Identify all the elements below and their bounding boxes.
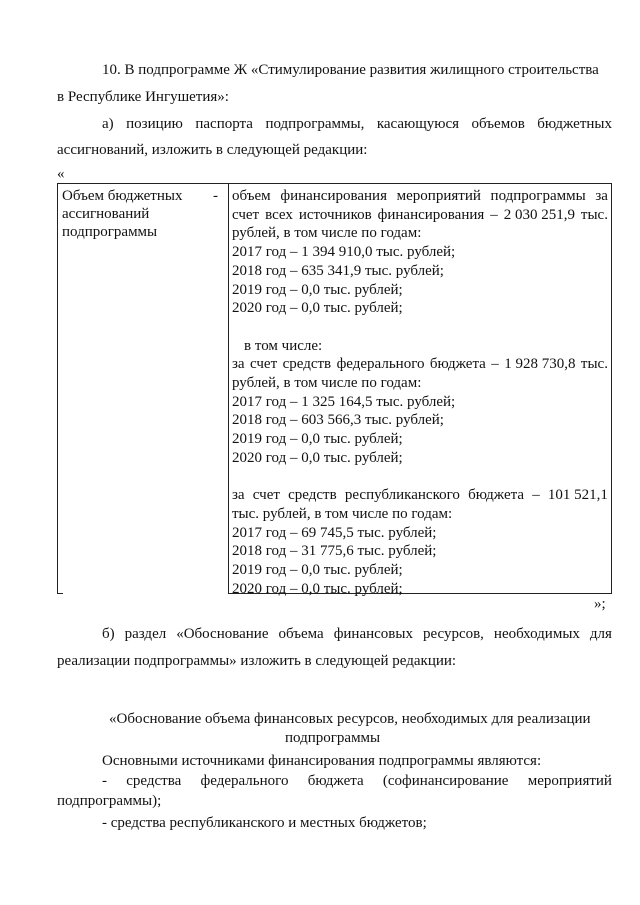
item-b-line-1: б) раздел «Обоснование объема финансовых ресурсов, необходимых для [102, 626, 612, 642]
year-line: 2020 год – 0,0 тыс. рублей; [232, 300, 403, 317]
intro-line-2: в Республике Ингушетия»: [57, 89, 229, 105]
year-line: 2017 год – 1 394 910,0 тыс. рублей; [232, 244, 456, 261]
section-list-item: - средства республиканского и местных бюджетов; [102, 815, 427, 831]
content-line: объем финансирования мероприятий подпрограммы за [232, 188, 608, 204]
opening-quote: « [57, 166, 65, 182]
content-line: тыс. рублей, в том числе по годам: [232, 505, 453, 522]
content-line: рублей, в том числе по годам: [232, 225, 422, 242]
section-title-line-2: подпрограммы [285, 730, 381, 746]
section-list-item-line-1: - средства федерального бюджета (софинансирование мероприятий [102, 773, 612, 789]
section-title-line-1: «Обоснование объема финансовых ресурсов, необходимых для реализации [109, 711, 591, 727]
year-line: 2019 год – 0,0 тыс. рублей; [232, 281, 403, 298]
table-content-cell [232, 187, 608, 598]
year-line: 2017 год – 69 745,5 тыс. рублей; [232, 524, 437, 541]
label-line: Объем бюджетных [62, 188, 183, 204]
item-a-line-2: ассигнований, изложить в следующей редакции: [57, 142, 368, 158]
table-border-right [611, 183, 612, 594]
year-line: 2018 год – 635 341,9 тыс. рублей; [232, 262, 444, 279]
table-border-inner [228, 183, 229, 594]
content-line: в том числе: [244, 337, 323, 354]
content-line: за счет средств республиканского бюджета – 101 521,1 [232, 487, 608, 504]
table-dash: - [213, 188, 218, 204]
content-line: за счет средств федерального бюджета – 1 928 730,8 тыс. [232, 356, 608, 373]
section-list-item-line-2: подпрограммы); [57, 793, 162, 809]
table-border-bottom-left [57, 593, 63, 594]
intro-line-1: 10. В подпрограмме Ж «Стимулирование развития жилищного строительства [102, 62, 599, 78]
label-line: подпрограммы [62, 224, 158, 240]
year-line: 2019 год – 0,0 тыс. рублей; [232, 562, 403, 579]
table-border-left [57, 183, 58, 594]
label-line: ассигнований [62, 206, 150, 222]
content-line: рублей, в том числе по годам: [232, 375, 422, 392]
item-a-line-1: а) позицию паспорта подпрограммы, касающуюся объемов бюджетных [102, 116, 612, 132]
section-paragraph: Основными источниками финансирования подпрограммы являются: [102, 753, 542, 769]
table-border-top [57, 183, 612, 184]
table-label-cell [62, 187, 212, 241]
item-b-line-2: реализации подпрограммы» изложить в следующей редакции: [57, 653, 457, 669]
year-line: 2017 год – 1 325 164,5 тыс. рублей; [232, 393, 456, 410]
year-line: 2018 год – 31 775,6 тыс. рублей; [232, 543, 437, 560]
closing-quote: »; [594, 596, 606, 612]
year-line: 2020 год – 0,0 тыс. рублей; [232, 449, 403, 466]
content-line: счет всех источников финансирования – 2 030 251,9 тыс. [232, 206, 608, 223]
year-line: 2018 год – 603 566,3 тыс. рублей; [232, 412, 444, 429]
year-line: 2019 год – 0,0 тыс. рублей; [232, 431, 403, 448]
year-line: 2020 год – 0,0 тыс. рублей; [232, 580, 403, 597]
